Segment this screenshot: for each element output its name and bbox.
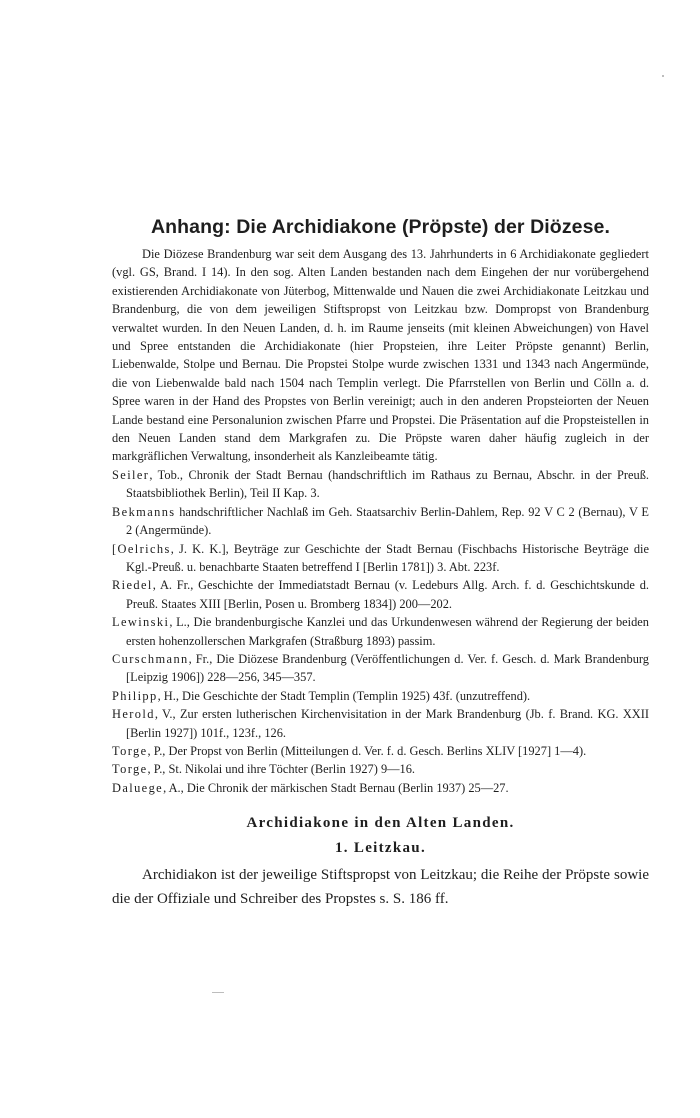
bibliography-text: , J. K. K.], Beyträge zur Geschichte der Stadt Bernau (Fischbachs Historische Beyträge die Kgl.-Preuß. u. benachbarte Staaten betreffend I [Berlin 1781]) 3. Abt. 223f. xyxy=(126,541,649,574)
bibliography-text: , H., Die Geschichte der Stadt Templin (Templin 1925) 43f. (unzutreffend). xyxy=(157,688,531,703)
bibliography-author: Torge xyxy=(112,762,148,777)
bibliography-text: , Tob., Chronik der Stadt Bernau (handschriftlich im Rathaus zu Bernau, Abschr. in der Preuß. Staatsbibliothek Berlin), Teil II Kap. 3. xyxy=(126,467,649,501)
bibliography-text: , A. Fr., Geschichte der Immediatstadt Bernau (v. Ledeburs Allg. Arch. f. d. Geschichtskunde d. Preuß. Staates XIII [Berlin, Posen u. Bromberg 1834]) 200—202. xyxy=(126,578,649,611)
document-page xyxy=(112,216,649,911)
bibliography-text: , L., Die brandenburgische Kanzlei und das Urkundenwesen während der Regierung der beiden ersten hohenzollerschen Markgrafen (Straßburg 1893) passim. xyxy=(126,615,649,648)
bibliography-entry xyxy=(112,466,649,503)
bibliography-text: , V., Zur ersten lutherischen Kirchenvisitation in der Mark Brandenburg (Jb. f. Brand. KG. XXII [Berlin 1927]) 101f., 123f., 126. xyxy=(126,707,649,740)
bibliography-entry xyxy=(112,576,649,613)
bibliography-author: Philipp xyxy=(112,688,158,703)
bibliography-entry xyxy=(112,613,649,650)
bibliography-author: Torge xyxy=(112,743,148,758)
bibliography-author: Herold xyxy=(112,707,155,722)
bibliography-entry xyxy=(112,742,649,760)
bibliography-entry xyxy=(112,687,649,705)
bibliography-text: , P., Der Propst von Berlin (Mitteilungen d. Ver. f. d. Gesch. Berlins XLIV [1927] 1—4). xyxy=(147,743,587,758)
bibliography-text: handschriftlicher Nachlaß im Geh. Staatsarchiv Berlin-Dahlem, Rep. 92 V C 2 (Bernau), V E 2 (Angermünde). xyxy=(126,504,649,538)
closing-paragraph: Archidiakon ist der jeweilige Stiftspropst von Leitzkau; die Reihe der Pröpste sowie die der Offiziale und Schreiber des Propstes s. S. 186 ff. xyxy=(112,867,649,908)
bibliography-author: Daluege xyxy=(112,780,164,795)
scan-speck xyxy=(662,75,664,77)
bibliography-author: Curschmann xyxy=(112,651,189,666)
bibliography-text: , A., Die Chronik der märkischen Stadt Bernau (Berlin 1937) 25—27. xyxy=(163,780,509,795)
bibliography-entry xyxy=(112,540,649,577)
bibliography-list xyxy=(112,466,649,797)
bibliography-author: Bekmanns xyxy=(112,504,176,519)
page-heading: Anhang: Die Archidiakone (Pröpste) der Diözese. xyxy=(150,216,611,238)
bibliography-author: [Oelrichs xyxy=(112,541,171,556)
bibliography-entry xyxy=(112,503,649,540)
bibliography-author: Riedel xyxy=(112,578,153,593)
bibliography-entry xyxy=(112,760,649,778)
bibliography-text: , Fr., Die Diözese Brandenburg (Veröffentlichungen d. Ver. f. Gesch. d. Mark Brandenburg [Leipzig 1906]) 228—256, 345—357. xyxy=(126,651,649,685)
bibliography-author: Seiler xyxy=(112,467,150,482)
bibliography-entry xyxy=(112,650,649,687)
subsection-title: 1. Leitzkau. xyxy=(334,840,427,857)
bibliography-entry xyxy=(112,705,649,742)
bibliography-text: , P., St. Nikolai und ihre Töchter (Berlin 1927) 9—16. xyxy=(147,762,416,777)
bibliography-entry xyxy=(112,779,649,797)
bibliography-author: Lewinski xyxy=(112,615,170,630)
section-title: Archidiakone in den Alten Landen. xyxy=(246,815,515,832)
scan-mark xyxy=(212,992,224,993)
intro-paragraph: Die Diözese Brandenburg war seit dem Ausgang des 13. Jahrhunderts in 6 Archidiakonate gegliedert (vgl. GS, Brand. I 14). In den sog. Alten Landen bestanden nach dem Eingehen der nur vorübergehend existierenden Archidiakonate von Jüterbog, Mittenwalde und Nauen die zwei Archidiakonate Leitzkau und Brandenburg, die von dem jeweiligen Stiftspropst von Leitzkau bzw. Dompropst von Brandenburg verwaltet wurden. In den Neuen Landen, d. h. im Raume jenseits (mit kleinen Abweichungen) von Havel und Spree entstanden die Archidiakonate (hier Propsteien, ihre Leiter Pröpste genannt) Berlin, Liebenwalde, Stolpe und Bernau. Die Propstei Stolpe wurde zwischen 1331 und 1343 nach Angermünde, die von Liebenwalde bald nach 1504 nach Templin verlegt. Die Pfarrstellen von Berlin und Cölln a. d. Spree waren in der Hand des Propstes von Berlin vereinigt; auch in den anderen Propsteiorten der Neuen Lande bestand eine Personalunion zwischen Pfarre und Propstei. Die Präsentation auf die Propsteistellen in den Neuen Landen stand dem Markgrafen zu. Die Pröpste waren daher häufig zugleich in der markgräflichen Verwaltung, insonderheit als Kanzleibeamte tätig. xyxy=(112,247,649,464)
